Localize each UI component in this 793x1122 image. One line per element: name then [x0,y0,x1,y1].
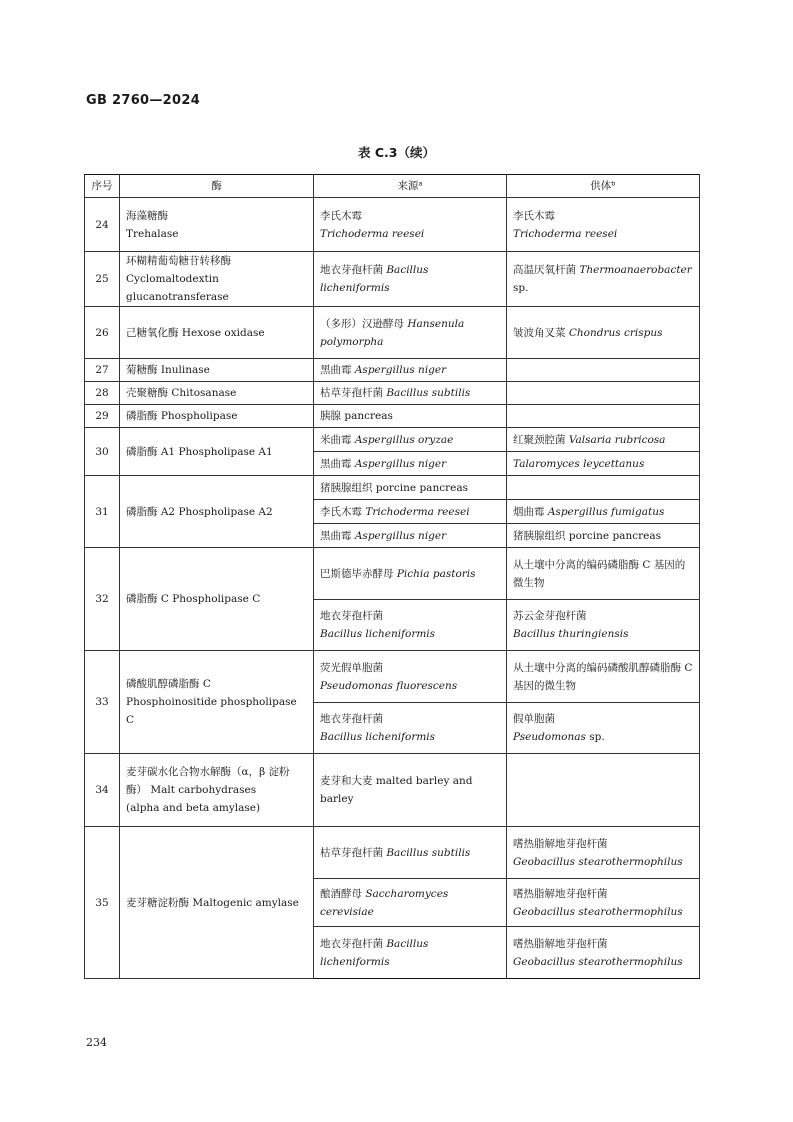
enzyme-cell [120,359,314,382]
enzyme-name-en: Cyclomaltodextin glucanotransferase [126,273,229,303]
source-scientific-name: Aspergillus niger [354,364,447,376]
donor-name-cn: 从土壤中分离的编码磷酸肌醇磷脂酶 C 基因的微生物 [513,661,693,692]
donor-name-cn: 高温厌氧杆菌 [513,264,576,276]
source-name-en: porcine pancreas [375,481,468,494]
source-cell [314,651,507,703]
row-number: 34 [85,754,120,827]
source-name-cn: 猪胰腺组织 [320,481,373,494]
source-scientific-name: Trichoderma reesei [365,505,470,518]
source-name-cn: 黑曲霉 [320,457,352,470]
source-name-en: pancreas [344,410,393,422]
source-name-cn: （多形）汉逊酵母 [320,317,404,330]
source-scientific-name: Bacillus subtilis [386,387,471,399]
enzyme-name-cn: 磷脂酶 C [126,593,169,605]
donor-cell [507,827,700,879]
row-number: 25 [85,252,120,307]
table-caption: 表 C.3（续） [358,145,435,160]
source-scientific-name: Hansenula polymorpha [320,317,465,348]
donor-cell [507,198,700,252]
donor-cell [507,359,700,382]
standard-number: GB 2760—2024 [86,93,201,108]
enzyme-name-en: Phosphoinositide phospholipase C [126,696,297,726]
source-scientific-name: Trichoderma reesei [320,227,425,240]
source-cell [314,754,507,827]
donor-cell [507,927,700,979]
source-name-cn: 地衣芽孢杆菌 [320,264,383,276]
enzyme-name-cn: 磷脂酶 A1 [126,445,176,458]
source-scientific-name: Saccharomyces cerevisiae [320,887,449,918]
source-cell [314,548,507,600]
row-number: 32 [85,548,120,651]
table-row [85,754,700,827]
source-cell [314,827,507,879]
table-row [85,252,700,307]
row-number: 24 [85,198,120,252]
col-header-enzyme: 酶 [120,175,314,198]
source-name-cn: 黑曲霉 [320,529,352,542]
enzyme-name-en: Trehalase [126,227,179,240]
enzyme-name-en: Phospholipase C [172,593,261,605]
donor-cell [507,307,700,359]
donor-name-cn: 皱波角叉菜 [513,326,566,339]
donor-scientific-name: Geobacillus stearothermophilus [513,955,683,968]
source-cell [314,879,507,927]
enzyme-cell [120,307,314,359]
enzyme-cell [120,198,314,252]
enzyme-name-cn: 磷酸肌醇磷脂酶 C [126,678,211,690]
source-name-cn: 酿酒酵母 [320,887,362,900]
donor-scientific-name: Valsaria rubricosa [568,433,666,446]
donor-name-cn: 嗜热脂解地芽孢杆菌 [513,937,608,950]
source-cell [314,405,507,428]
table-row [85,548,700,600]
donor-scientific-name: Geobacillus stearothermophilus [513,905,683,918]
donor-cell [507,524,700,548]
source-scientific-name: Pseudomonas fluorescens [320,679,458,692]
donor-cell [507,476,700,500]
source-cell [314,476,507,500]
row-number: 26 [85,307,120,359]
enzyme-name-en: Phospholipase A2 [178,505,273,518]
source-cell [314,703,507,754]
source-name-cn: 地衣芽孢杆菌 [320,610,383,622]
source-cell [314,452,507,476]
enzyme-cell [120,405,314,428]
enzyme-name-cn: 己糖氧化酶 [126,326,179,339]
source-name-cn: 荧光假单胞菌 [320,661,383,674]
table-row [85,382,700,405]
donor-name-cn: 从土壤中分离的编码磷脂酶 C 基因的微生物 [513,558,686,589]
row-number: 28 [85,382,120,405]
source-cell [314,252,507,307]
enzyme-name-en: Phospholipase A1 [178,445,273,458]
row-number: 33 [85,651,120,754]
donor-name-en: porcine pancreas [568,529,661,542]
donor-name-cn: 红聚颈腔菌 [513,433,566,446]
enzyme-name-en: Hexose oxidase [181,326,265,339]
source-name-cn: 麦芽和大麦 [320,775,373,787]
source-name-cn: 地衣芽孢杆菌 [320,937,383,950]
donor-name-cn: 猪胰腺组织 [513,529,566,542]
donor-name-cn: 苏云金芽孢杆菌 [513,610,587,622]
source-name-cn: 胰腺 [320,410,341,422]
source-scientific-name: Aspergillus niger [354,457,447,470]
source-cell [314,927,507,979]
donor-cell [507,600,700,651]
source-name-cn: 黑曲霉 [320,364,352,376]
source-scientific-name: Pichia pastoris [396,567,476,580]
donor-species-abbrev: sp. [513,282,529,294]
table-row [85,428,700,452]
source-scientific-name: Bacillus licheniformis [320,264,429,294]
row-number: 27 [85,359,120,382]
donor-name-cn: 嗜热脂解地芽孢杆菌 [513,887,608,900]
enzyme-cell [120,651,314,754]
source-scientific-name: Bacillus licheniformis [320,628,436,640]
source-name-cn: 李氏木霉 [320,505,362,518]
page-number: 234 [86,1036,107,1049]
source-scientific-name: Aspergillus oryzae [354,433,454,446]
source-cell [314,359,507,382]
enzyme-name-cn: 环糊精葡萄糖苷转移酶 [126,255,231,267]
enzyme-cell [120,428,314,476]
source-cell [314,524,507,548]
source-cell [314,198,507,252]
table-row [85,405,700,428]
enzyme-cell [120,252,314,307]
table-row [85,476,700,500]
source-name-cn: 枯草芽孢杆菌 [320,846,383,859]
enzyme-name-en: Malt carbohydrases [150,784,257,796]
col-header-donor: 供体ᵇ [507,175,700,198]
donor-name-cn: 烟曲霉 [513,505,545,518]
donor-name-cn: 假单胞菌 [513,713,555,725]
table-row [85,359,700,382]
col-header-source: 来源ᵃ [314,175,507,198]
enzyme-name-cn: 壳聚糖酶 [126,387,168,399]
enzyme-cell [120,754,314,827]
donor-scientific-name: Trichoderma reesei [513,227,618,240]
row-number: 31 [85,476,120,548]
enzyme-name-en: Maltogenic amylase [192,896,299,909]
enzyme-cell [120,382,314,405]
donor-species-abbrev: sp. [589,731,605,743]
donor-cell [507,428,700,452]
row-number: 29 [85,405,120,428]
source-cell [314,307,507,359]
source-cell [314,382,507,405]
enzyme-name-en: Phospholipase [160,410,238,422]
source-scientific-name: Bacillus licheniformis [320,731,436,743]
donor-name-cn: 嗜热脂解地芽孢杆菌 [513,837,608,850]
enzyme-name-cn: 海藻糖酶 [126,209,168,222]
table-row [85,198,700,252]
table-row [85,307,700,359]
source-name-cn: 李氏木霉 [320,209,362,222]
enzyme-name-cn: 磷脂酶 [126,410,158,422]
source-scientific-name: Bacillus licheniformis [320,937,429,968]
col-header-no: 序号 [85,175,120,198]
enzyme-name-en-detail: (alpha and beta amylase) [126,802,261,814]
source-cell [314,428,507,452]
donor-scientific-name: Thermoanaerobacter [579,264,692,276]
donor-cell [507,754,700,827]
donor-scientific-name: Talaromyces leycettanus [513,457,645,470]
enzyme-cell [120,548,314,651]
enzyme-cell [120,827,314,979]
enzyme-name-en: Chitosanase [171,387,237,399]
enzyme-name-cn: 麦芽糖淀粉酶 [126,896,189,909]
enzyme-name-cn: 菊糖酶 [126,364,158,376]
source-scientific-name: Aspergillus niger [354,529,447,542]
donor-scientific-name: Geobacillus stearothermophilus [513,855,683,868]
source-scientific-name: Bacillus subtilis [386,846,471,859]
row-number: 35 [85,827,120,979]
row-number: 30 [85,428,120,476]
donor-scientific-name: Chondrus crispus [568,326,663,339]
enzyme-cell [120,476,314,548]
donor-scientific-name: Pseudomonas [513,731,586,743]
donor-cell [507,500,700,524]
donor-cell [507,879,700,927]
donor-scientific-name: Bacillus thuringiensis [513,628,629,640]
donor-scientific-name: Aspergillus fumigatus [547,505,665,518]
source-name-cn: 巴斯德毕赤酵母 [320,567,394,580]
donor-cell [507,703,700,754]
enzyme-name-cn: 麦芽碳水化合物水解酶（α，β 淀粉酶） [126,766,290,796]
donor-cell [507,452,700,476]
enzyme-name-cn: 磷脂酶 A2 [126,505,176,518]
table-header-row [85,175,700,198]
table-row [85,651,700,703]
donor-cell [507,548,700,600]
enzyme-table [84,174,700,979]
table-row [85,827,700,879]
source-name-en: malted barley and barley [320,775,473,805]
donor-cell [507,252,700,307]
donor-cell [507,651,700,703]
donor-cell [507,405,700,428]
enzyme-name-en: Inulinase [160,364,210,376]
donor-cell [507,382,700,405]
source-name-cn: 枯草芽孢杆菌 [320,387,383,399]
source-cell [314,600,507,651]
source-cell [314,500,507,524]
source-name-cn: 地衣芽孢杆菌 [320,713,383,725]
source-name-cn: 米曲霉 [320,433,352,446]
donor-name-cn: 李氏木霉 [513,209,555,222]
